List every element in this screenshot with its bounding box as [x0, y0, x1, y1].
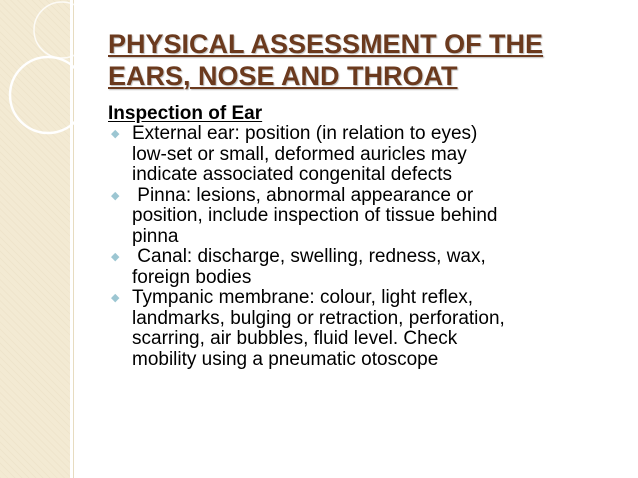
- bullet-line: Canal: discharge, swelling, redness, wax,: [132, 246, 486, 267]
- bullet-point-external-ear: [108, 124, 613, 186]
- bullet-line: landmarks, bulging or retraction, perforation,: [132, 307, 505, 329]
- decorative-circle-large: [10, 57, 86, 133]
- slide-title: [108, 28, 608, 92]
- decorative-circles: [0, 0, 120, 160]
- bullet-diamond-icon: ◆: [111, 292, 120, 304]
- bullet-line: pinna: [132, 225, 179, 247]
- bullet-line: low-set or small, deformed auricles may: [132, 143, 467, 165]
- section-subheading: Inspection of Ear: [108, 103, 263, 124]
- bullet-line: mobility using a pneumatic otoscope: [132, 348, 439, 370]
- bullet-line: scarring, air bubbles, fluid level. Check: [132, 328, 458, 349]
- bullet-diamond-icon: ◆: [111, 189, 120, 202]
- bullet-diamond-icon: ◆: [111, 128, 120, 140]
- bullet-diamond-icon: ◆: [111, 251, 120, 263]
- bullet-line: Pinna: lesions, abnormal appearance or: [132, 184, 474, 206]
- bullet-line: position, include inspection of tissue behind: [132, 205, 498, 226]
- bullet-line: External ear: position (in relation to eyes): [132, 123, 478, 144]
- bullet-point-tympanic-membrane: [108, 288, 613, 370]
- bullet-line: Tympanic membrane: colour, light reflex,: [132, 287, 474, 308]
- bullet-list: [108, 124, 613, 370]
- bullet-point-canal: [108, 247, 613, 288]
- bullet-line: foreign bodies: [132, 266, 252, 288]
- title-line-2: EARS, NOSE AND THROAT: [108, 61, 458, 91]
- decorative-circle-small: [34, 2, 90, 58]
- bullet-line: indicate associated congenital defects: [132, 164, 453, 185]
- title-line-1: PHYSICAL ASSESSMENT OF THE: [108, 29, 544, 59]
- bullet-point-pinna: [108, 186, 613, 248]
